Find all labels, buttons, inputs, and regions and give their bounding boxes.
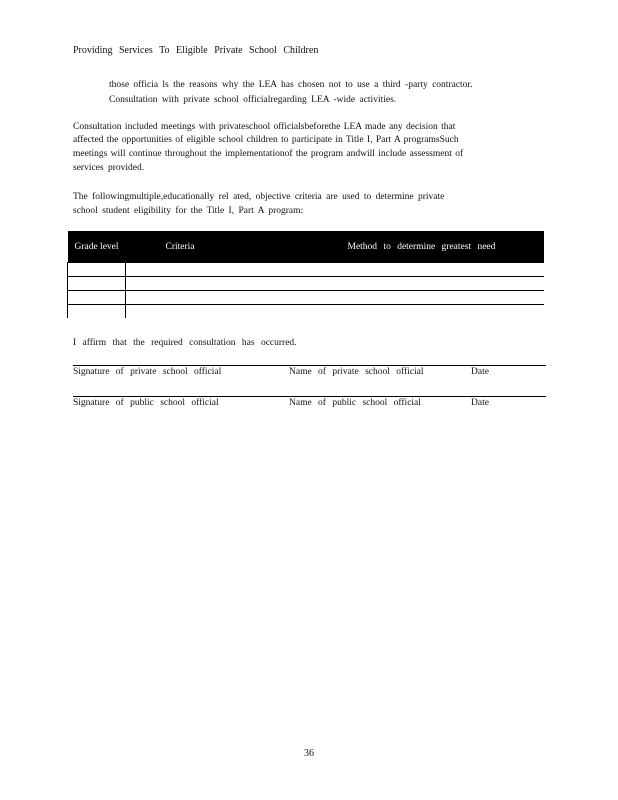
column-header-grade: Grade level — [68, 231, 126, 263]
signature-label: Signature of public school official — [73, 398, 219, 408]
paragraph-line: meetings will continue throughout the implementationof the program andwill include assessment of — [73, 149, 464, 159]
column-header-criteria: Criteria — [126, 231, 336, 263]
signature-line-public — [73, 396, 546, 397]
table-cell — [336, 291, 545, 305]
table-cell — [126, 291, 336, 305]
paragraph-line: school student eligibility for the Title I, Part A program: — [73, 206, 304, 216]
page-number: 36 — [304, 748, 314, 759]
signature-line-private — [73, 365, 546, 366]
table-cell — [68, 277, 126, 291]
column-header-method: Method to determine greatest need — [336, 231, 545, 263]
table-cell — [68, 305, 126, 319]
table-cell — [336, 277, 545, 291]
table-cell — [336, 263, 545, 277]
table-cell — [68, 291, 126, 305]
name-label: Name of public school official — [289, 398, 421, 408]
bullet-text: Consultation with private school officialregarding LEA -wide activities. — [109, 95, 397, 105]
affirmation-statement: I affirm that the required consultation has occurred. — [73, 338, 297, 348]
table-cell — [68, 263, 126, 277]
signature-block-public — [73, 398, 546, 411]
table-row — [68, 277, 545, 291]
table-header-row — [68, 231, 545, 263]
bullet-item — [89, 94, 396, 107]
table-cell — [126, 263, 336, 277]
table-cell — [126, 277, 336, 291]
eligibility-criteria-table — [67, 231, 544, 318]
page-header: Providing Services To Eligible Private School Children — [73, 45, 319, 56]
table-row — [68, 291, 545, 305]
signature-block-private — [73, 367, 546, 380]
paragraph-line: services provided. — [73, 163, 145, 173]
paragraph-line: The followingmultiple,educationally rel ated, objective criteria are used to determine private — [73, 192, 445, 202]
table-cell — [126, 305, 336, 319]
signature-label: Signature of private school official — [73, 367, 222, 377]
table-row — [68, 305, 545, 319]
table-cell — [336, 305, 545, 319]
name-label: Name of private school official — [289, 367, 424, 377]
continuation-line: those officia ls the reasons why the LEA has chosen not to use a third -party contractor. — [109, 80, 473, 90]
date-label: Date — [471, 367, 489, 377]
table-row — [68, 263, 545, 277]
paragraph-line: Consultation included meetings with privateschool officialsbeforethe LEA made any decision that — [73, 122, 456, 132]
paragraph-line: affected the opportunities of eligible school children to participate in Title I, Part A programsSuch — [73, 135, 459, 145]
date-label: Date — [471, 398, 489, 408]
